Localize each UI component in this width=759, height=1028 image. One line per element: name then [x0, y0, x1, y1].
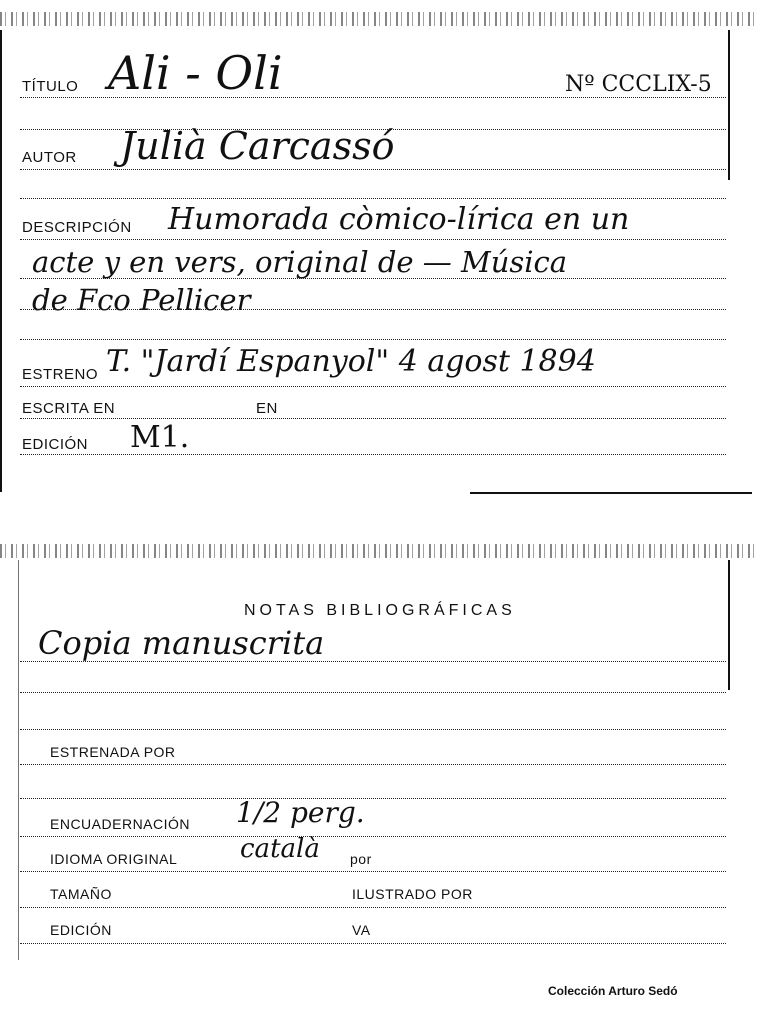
notas-value: Copia manuscrita [38, 624, 325, 662]
collection-credit: Colección Arturo Sedó [548, 984, 678, 998]
en-label: EN [256, 400, 278, 417]
encuadernacion-line [20, 836, 726, 837]
descripcion-line-2: acte y en vers, original de — Música [32, 245, 568, 279]
encuadernacion-value: 1/2 perg. [236, 796, 365, 829]
tamano-label: TAMAÑO [50, 886, 112, 902]
torn-top-edge [0, 12, 759, 26]
idioma-line [20, 871, 726, 872]
escrita-label: ESCRITA EN [22, 400, 116, 417]
left-border [18, 560, 19, 960]
right-border [728, 30, 730, 180]
estrenada-line [20, 764, 726, 765]
estrenada-label: ESTRENADA POR [50, 744, 176, 760]
notas-line-1 [20, 661, 726, 662]
notas-line-3 [20, 729, 726, 730]
descripcion-line-rule-2 [20, 278, 726, 279]
titulo-value: Ali - Oli [108, 46, 283, 100]
titulo-line [20, 97, 726, 98]
autor-label: AUTOR [22, 149, 77, 166]
va-label: VA [352, 922, 371, 938]
numero-value: Nº CCCLIX-5 [565, 72, 712, 97]
encuadernacion-label: ENCUADERNACIÓN [50, 816, 191, 832]
edicion-line [20, 454, 726, 455]
descripcion-line-rule-3 [20, 309, 726, 310]
notas-heading: NOTAS BIBLIOGRÁFICAS [244, 602, 516, 619]
blank-line-3 [20, 339, 726, 340]
descripcion-label: DESCRIPCIÓN [22, 219, 132, 236]
edicion-label-bottom: EDICIÓN [50, 922, 112, 938]
autor-line [20, 169, 726, 170]
tamano-line [20, 907, 726, 908]
edicion-line-bottom [20, 943, 726, 944]
blank-line-4 [20, 798, 726, 799]
top-card [0, 0, 759, 500]
descripcion-line-3: de Fco Pellicer [32, 283, 251, 317]
bottom-edge [470, 492, 752, 494]
torn-bottom-card-edge [0, 544, 759, 558]
titulo-label: TÍTULO [22, 78, 79, 95]
right-border [728, 560, 730, 690]
bottom-card [0, 540, 759, 1028]
estreno-label: ESTRENO [22, 366, 99, 383]
por-label: por [350, 851, 372, 867]
estreno-value: T. "Jardí Espanyol" 4 agost 1894 [106, 344, 596, 379]
edicion-label: EDICIÓN [22, 436, 89, 453]
notas-line-2 [20, 692, 726, 693]
blank-line-2 [20, 198, 726, 199]
descripcion-line-1: Humorada còmico-lírica en un [168, 202, 630, 237]
descripcion-line-rule-1 [20, 239, 726, 240]
autor-value: Julià Carcassó [120, 124, 395, 168]
escrita-line [20, 418, 726, 419]
idioma-label: IDIOMA ORIGINAL [50, 851, 178, 867]
ilustrado-label: ILUSTRADO POR [352, 886, 473, 902]
left-border [0, 30, 2, 492]
estreno-line [20, 386, 726, 387]
idioma-value: català [240, 834, 320, 864]
edicion-value: M1. [130, 420, 190, 455]
